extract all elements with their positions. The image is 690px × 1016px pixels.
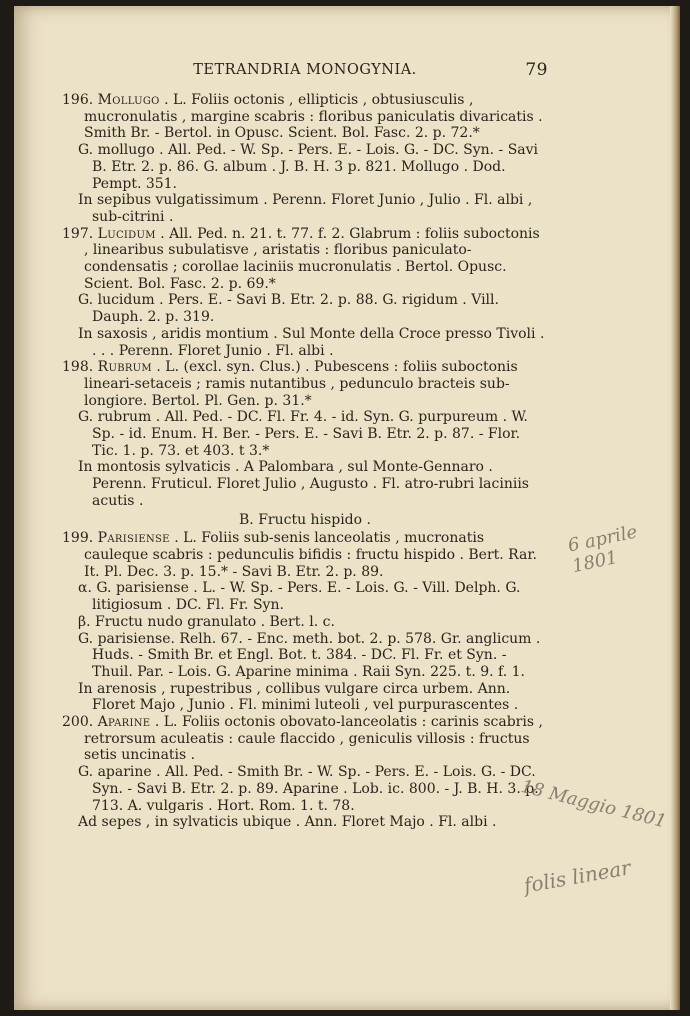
entry-paragraph: β. Fructu nudo granulato . Bert. l. c. xyxy=(78,613,335,630)
header-title: TETRANDRIA MONOGYNIA. xyxy=(193,62,417,78)
species-name: Rubrum xyxy=(97,359,152,376)
entry-paragraph: In arenosis , rupestribus , collibus vulgare circa urbem. Ann. Floret Majo , Junio . Fl. minimi luteoli , vel purpurascentes . xyxy=(78,680,519,714)
book-page xyxy=(14,6,680,1010)
entry-text: . All. Ped. n. 21. t. 77. f. 2. Glabrum : foliis suboctonis , linearibus subulatisve , aristatis : floribus paniculato-condensatis ; corollae laciniis mucronulatis . Bertol. Opusc. Scient. Bol. Fasc. 2. p. 69.* xyxy=(84,225,540,292)
entry-paragraph: In saxosis , aridis montium . Sul Monte della Croce presso Tivoli . . . . Perenn. Floret Junio . Fl. albi . xyxy=(78,325,545,359)
entry-text: . L. (excl. syn. Clus.) . Pubescens : foliis suboctonis lineari-setaceis ; ramis nutantibus , pedunculo bracteis sub-longiore. Bertol. Pl. Gen. p. 31.* xyxy=(84,359,518,409)
handwritten-note: folis linear xyxy=(522,855,633,898)
page-text xyxy=(62,62,548,831)
entry-paragraph: α. G. parisiense . L. - W. Sp. - Pers. E. - Lois. G. - Vill. Delph. G. litigiosum . DC. Fl. Fr. Syn. xyxy=(78,580,521,614)
entry-paragraph: G. rubrum . All. Ped. - DC. Fl. Fr. 4. - id. Syn. G. purpureum . W. Sp. - id. Enum. H. Ber. - Pers. E. - Savi B. Etr. 2. p. 87. - Flor. Tic. 1. p. 73. et 403. t 3.* xyxy=(78,409,528,459)
species-name: Aparine xyxy=(97,714,151,731)
species-entry xyxy=(62,92,548,142)
species-entry xyxy=(62,530,548,580)
species-name: Lucidum xyxy=(97,225,156,242)
page-body xyxy=(62,92,548,831)
species-entry xyxy=(62,714,548,764)
entry-number: 196. xyxy=(62,92,94,108)
section-subheading: B. Fructu hispido . xyxy=(239,511,371,528)
entry-paragraph: G. parisiense. Relh. 67. - Enc. meth. bot. 2. p. 578. Gr. anglicum . Huds. - Smith Br. et Engl. Bot. t. 384. - DC. Fl. Fr. et Syn. - Thuil. Par. - Lois. G. Aparine minima . Raii Syn. 225. t. 9. f. 1. xyxy=(78,630,541,680)
handwritten-note: 18 Maggio 1801 xyxy=(518,776,669,833)
entry-paragraph: G. aparine . All. Ped. - Smith Br. - W. Sp. - Pers. E. - Lois. G. - DC. Syn. - Savi B. Etr. 2. p. 89. Aparine . Lob. ic. 800. - J. B. H. 3. p. 713. A. vulgaris . Hort. Rom. 1. t. 78. xyxy=(78,764,539,814)
page-number: 79 xyxy=(525,60,548,80)
entry-number: 198. xyxy=(62,359,94,376)
entry-paragraph: G. mollugo . All. Ped. - W. Sp. - Pers. E. - Lois. G. - DC. Syn. - Savi B. Etr. 2. p. 86. G. album . J. B. H. 3 p. 821. Mollugo . Dod. Pempt. 351. xyxy=(78,142,539,192)
running-header xyxy=(62,62,548,92)
entry-text: . L. Foliis octonis , ellipticis , obtusiusculis , mucronulatis , margine scabris : floribus paniculatis divaricatis . Smith Br. - Bertol. in Opusc. Scient. Bol. Fasc. 2. p. 72.* xyxy=(84,92,543,142)
handwritten-note: 6 aprile 1801 xyxy=(566,521,640,578)
entry-number: 197. xyxy=(62,225,94,242)
species-name: Mollugo xyxy=(97,92,160,108)
entry-paragraph: In montosis sylvaticis . A Palombara , sul Monte-Gennaro . Perenn. Fruticul. Floret Julio , Augusto . Fl. atro-rubri laciniis acutis . xyxy=(78,459,529,509)
entry-number: 199. xyxy=(62,530,94,547)
species-entry xyxy=(62,226,548,293)
entry-paragraph: In sepibus vulgatissimum . Perenn. Floret Junio , Julio . Fl. albi , sub-citrini . xyxy=(78,192,533,225)
species-entry xyxy=(62,359,548,409)
entry-text: . L. Foliis octonis obovato-lanceolatis : carinis scabris , retrorsum aculeatis : caule flaccido , geniculis villosis : fructus setis uncinatis . xyxy=(84,714,543,764)
entry-text: . L. Foliis sub-senis lanceolatis , mucronatis cauleque scabris : pedunculis bifidis : fructu hispido . Bert. Rar. It. Pl. Dec. 3. p. 15.* - Savi B. Etr. 2. p. 89. xyxy=(84,530,537,580)
entry-paragraph: G. lucidum . Pers. E. - Savi B. Etr. 2. p. 88. G. rigidum . Vill. Dauph. 2. p. 319. xyxy=(78,292,499,326)
entry-paragraph: Ad sepes , in sylvaticis ubique . Ann. Floret Majo . Fl. albi . xyxy=(78,814,497,831)
species-name: Parisiense xyxy=(97,530,170,547)
page-edge xyxy=(670,6,680,1010)
entry-number: 200. xyxy=(62,714,94,731)
